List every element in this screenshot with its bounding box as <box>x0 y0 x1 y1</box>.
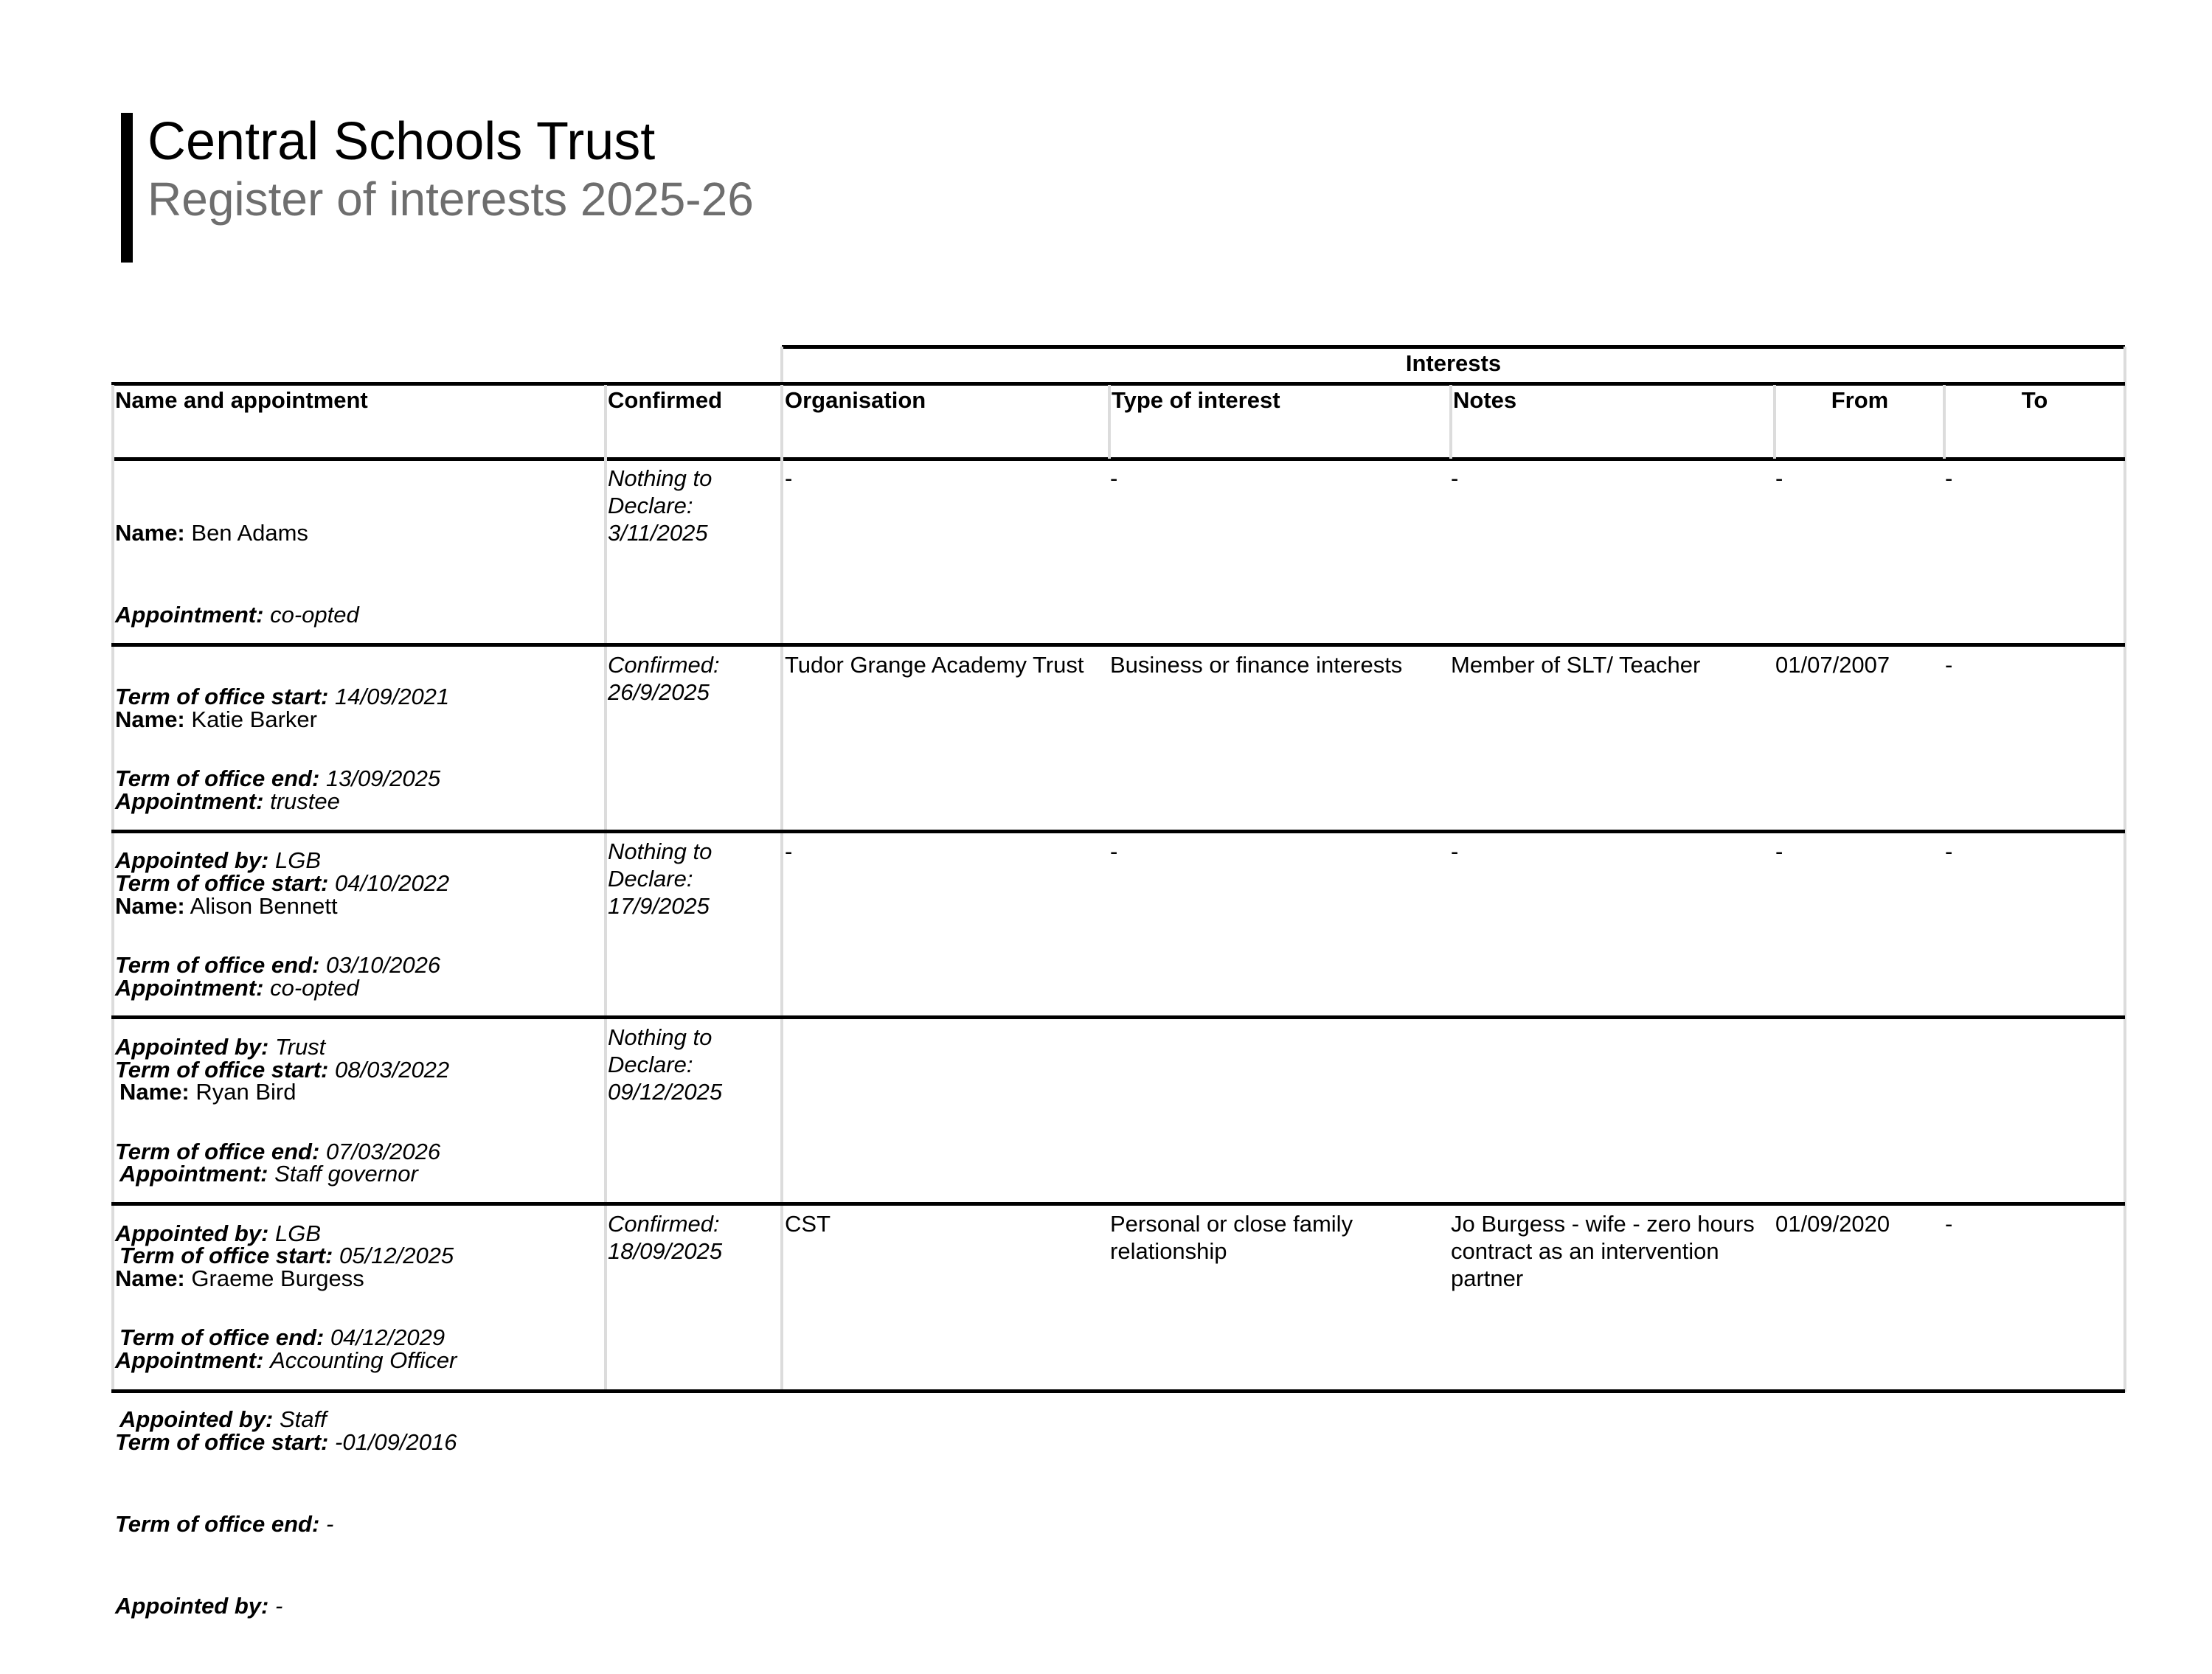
appointed-by-label: Appointed by: <box>115 847 269 873</box>
name-appointment-cell <box>115 1210 602 1674</box>
interests-group-header: Interests <box>1405 350 1502 376</box>
column-header-notes: Notes <box>1453 387 1517 413</box>
term-start-label: Term of office start: <box>115 870 329 896</box>
appointed-by-label: Appointed by: <box>115 1593 269 1619</box>
organisation-cell: CST <box>785 1211 831 1237</box>
appointed-by-value: - <box>274 1593 283 1619</box>
type-of-interest-cell: - <box>1110 838 1118 864</box>
organisation-cell: - <box>785 465 793 491</box>
appointment-value: Accounting Officer <box>270 1347 457 1373</box>
appointed-by-value: Staff <box>279 1406 327 1432</box>
table-right-border <box>2123 347 2126 1392</box>
term-end-value: 13/09/2025 <box>325 765 441 791</box>
interests-top-border <box>782 345 2125 349</box>
column-divider-to <box>1943 385 1946 459</box>
confirmed-cell: Confirmed: 18/09/2025 <box>608 1211 723 1264</box>
confirmed-cell: Nothing to Declare: 3/11/2025 <box>608 465 713 546</box>
name-label: Name: <box>115 1265 185 1291</box>
organisation-cell: - <box>785 838 793 864</box>
appointment-value: trustee <box>270 788 340 814</box>
term-end-label: Term of office end: <box>115 952 320 978</box>
header-top-border <box>111 382 2125 386</box>
column-header-name: Name and appointment <box>115 387 368 413</box>
appointed-by-label: Appointed by: <box>115 1220 269 1246</box>
column-divider-from <box>1773 385 1776 459</box>
member-name: Alison Bennett <box>190 893 338 919</box>
appointed-by-value: LGB <box>274 847 322 873</box>
notes-cell: Member of SLT/ Teacher <box>1451 652 1701 678</box>
term-start-value: 08/03/2022 <box>335 1057 450 1083</box>
term-end-label: Term of office end: <box>115 765 320 791</box>
appointment-label: Appointment: <box>115 788 264 814</box>
term-end-value: - <box>325 1511 334 1537</box>
confirmed-cell: Nothing to Declare: 09/12/2025 <box>608 1024 723 1105</box>
member-name: Ryan Bird <box>195 1079 297 1105</box>
term-start-value: -01/09/2016 <box>335 1429 457 1455</box>
term-start-label: Term of office start: <box>115 684 329 709</box>
type-of-interest-cell: Personal or close family relationship <box>1110 1211 1353 1264</box>
member-name: Katie Barker <box>191 706 317 732</box>
notes-cell: Jo Burgess - wife - zero hours contract as an intervention partner <box>1451 1211 1755 1291</box>
appointed-by-label: Appointed by: <box>119 1406 274 1432</box>
term-start-value: 14/09/2021 <box>335 684 450 709</box>
appointed-by-label: Appointed by: <box>115 1034 269 1060</box>
appointment-label: Appointment: <box>115 975 264 1001</box>
name-label: Name: <box>115 893 185 919</box>
from-cell: - <box>1775 465 1783 491</box>
to-cell: - <box>1945 652 1953 678</box>
column-header-confirmed: Confirmed <box>608 387 722 413</box>
type-of-interest-cell: Business or finance interests <box>1110 652 1403 678</box>
appointment-value: Staff governor <box>274 1161 418 1187</box>
term-end-value: 07/03/2026 <box>325 1139 441 1164</box>
term-end-label: Term of office end: <box>115 1511 320 1537</box>
appointment-label: Appointment: <box>115 1347 264 1373</box>
member-name: Ben Adams <box>191 520 308 546</box>
from-cell: 01/07/2007 <box>1775 652 1890 678</box>
notes-cell: - <box>1451 465 1459 491</box>
name-label: Name: <box>119 1079 190 1105</box>
term-start-label: Term of office start: <box>115 1057 329 1083</box>
column-header-type: Type of interest <box>1112 387 1280 413</box>
appointment-value: co-opted <box>270 602 359 628</box>
column-divider-type <box>1108 385 1111 459</box>
appointed-by-value: LGB <box>274 1220 322 1246</box>
column-header-from: From <box>1831 387 1889 413</box>
term-start-label: Term of office start: <box>115 1429 329 1455</box>
name-label: Name: <box>115 706 185 732</box>
confirmed-cell: Confirmed: 26/9/2025 <box>608 652 720 705</box>
column-divider-notes <box>1449 385 1452 459</box>
to-cell: - <box>1945 1211 1953 1237</box>
term-end-label: Term of office end: <box>119 1324 325 1350</box>
page-subtitle: Register of interests 2025-26 <box>148 173 754 226</box>
term-end-label: Term of office end: <box>115 1139 320 1164</box>
from-cell: 01/09/2020 <box>1775 1211 1890 1237</box>
term-start-value: 05/12/2025 <box>339 1243 454 1268</box>
term-start-value: 04/10/2022 <box>335 870 450 896</box>
to-cell: - <box>1945 465 1953 491</box>
header-bottom-border <box>111 457 2125 461</box>
confirmed-cell: Nothing to Declare: 17/9/2025 <box>608 838 713 919</box>
term-end-value: 03/10/2026 <box>325 952 441 978</box>
to-cell: - <box>1945 838 1953 864</box>
appointed-by-value: Trust <box>274 1034 326 1060</box>
column-divider-left <box>111 385 114 1391</box>
page-title: Central Schools Trust <box>148 112 656 171</box>
name-label: Name: <box>115 520 185 546</box>
column-divider-organisation <box>780 385 783 1391</box>
term-end-value: 04/12/2029 <box>330 1324 445 1350</box>
organisation-cell: Tudor Grange Academy Trust <box>785 652 1084 678</box>
notes-cell: - <box>1451 838 1459 864</box>
type-of-interest-cell: - <box>1110 465 1118 491</box>
term-start-label: Term of office start: <box>119 1243 333 1268</box>
appointment-label: Appointment: <box>115 602 264 628</box>
appointment-value: co-opted <box>270 975 359 1001</box>
column-header-organisation: Organisation <box>785 387 926 413</box>
member-name: Graeme Burgess <box>191 1265 364 1291</box>
title-accent-bar <box>121 113 133 263</box>
column-header-to: To <box>2021 387 2048 413</box>
from-cell: - <box>1775 838 1783 864</box>
appointment-label: Appointment: <box>119 1161 268 1187</box>
